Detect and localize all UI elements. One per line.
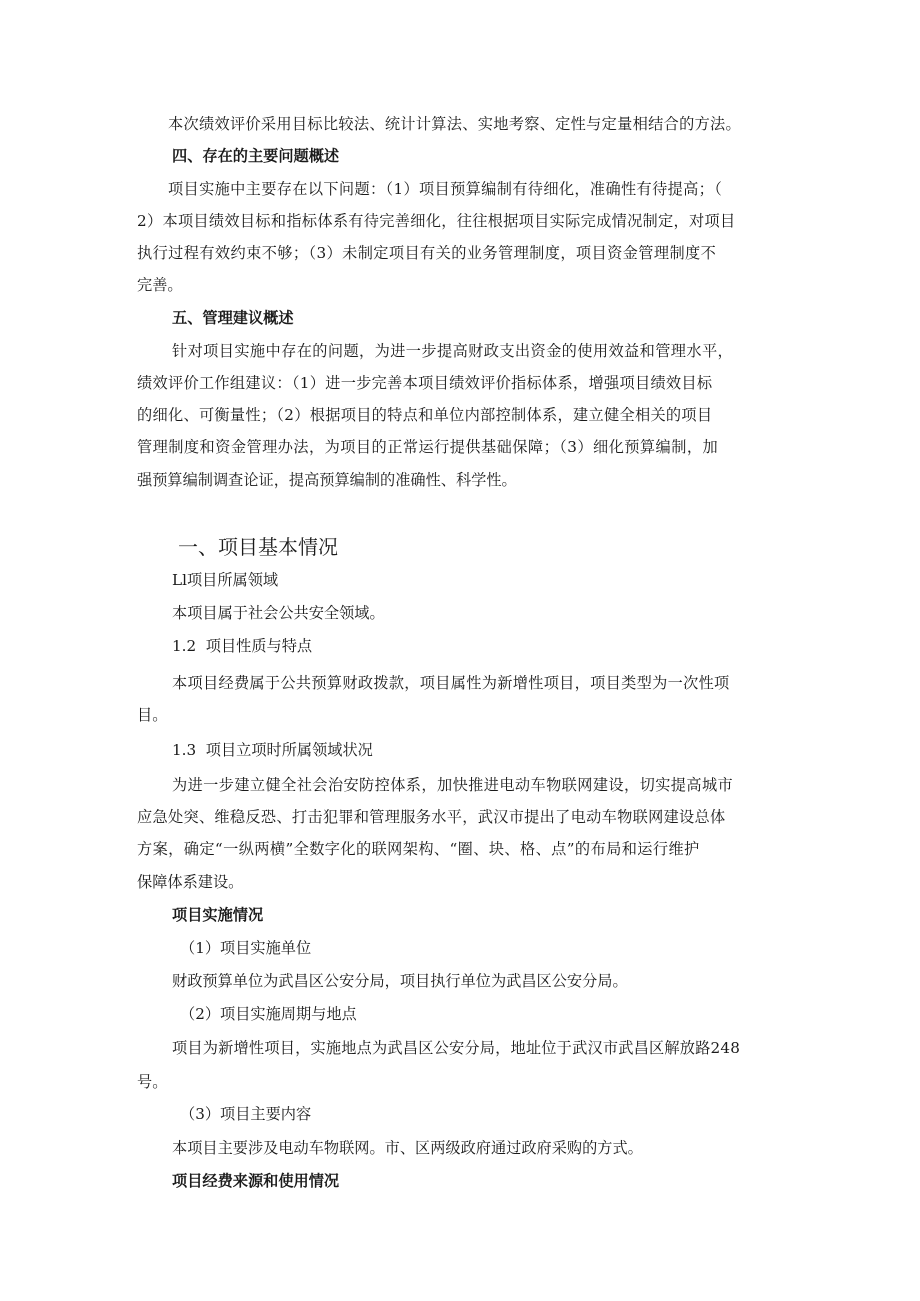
text-line-31: 本项目主要涉及电动车物联网。市、区两级政府通过政府采购的方式。	[172, 1139, 643, 1157]
subheading-1-1: Ll项目所属领域	[172, 571, 279, 589]
text-line-6: 完善。	[137, 276, 183, 294]
heading-chapter-1: 一、项目基本情况	[178, 535, 338, 559]
text-line-20: 为进一步建立健全社会治安防控体系，加快推进电动车物联网建设，切实提高城市	[172, 776, 734, 794]
text-line-28: 项目为新增性项目，实施地点为武昌区公安分局，地址位于武汉市武昌区解放路248	[172, 1039, 741, 1057]
text-line-22: 方案，确定“一纵两横”全数字化的联网架构、“圈、块、格、点”的布局和运行维护	[137, 840, 700, 858]
subheading-main-content: （3）项目主要内容	[180, 1105, 312, 1123]
heading-section-5: 五、管理建议概述	[172, 309, 294, 327]
heading-project-implementation: 项目实施情况	[172, 906, 264, 924]
text-line-21: 应急处突、维稳反恐、打击犯罪和管理服务水平，武汉市提出了电动车物联网建设总体	[137, 808, 726, 826]
heading-section-4: 四、存在的主要问题概述	[172, 147, 340, 165]
text-line-5: 执行过程有效约束不够；（3）未制定项目有关的业务管理制度，项目资金管理制度不	[137, 244, 717, 262]
text-line-9: 绩效评价工作组建议：（1）进一步完善本项目绩效评价指标体系，增强项目绩效目标	[137, 374, 713, 392]
text-line-4: 2）本项目绩效目标和指标体系有待完善细化，往往根据项目实际完成情况制定，对项目	[137, 212, 736, 230]
text-line-23: 保障体系建设。	[137, 873, 244, 891]
text-line-15: 本项目属于社会公共安全领域。	[172, 604, 385, 622]
subheading-period-location: （2）项目实施周期与地点	[180, 1005, 357, 1023]
text-line-12: 强预算编制调查论证，提高预算编制的准确性、科学性。	[137, 471, 517, 489]
subheading-1-2: 1.2 项目性质与特点	[172, 637, 313, 655]
text-line-26: 财政预算单位为武昌区公安分局，项目执行单位为武昌区公安分局。	[172, 972, 628, 990]
text-line-11: 管理制度和资金管理办法，为项目的正常运行提供基础保障；（3）细化预算编制，加	[137, 438, 719, 456]
subheading-1-3: 1.3 项目立项时所属领域状况	[172, 741, 373, 759]
text-line-1: 本次绩效评价采用目标比较法、统计计算法、实地考察、定性与定量相结合的方法。	[168, 115, 742, 133]
text-line-10: 的细化、可衡量性；（2）根据项目的特点和单位内部控制体系，建立健全相关的项目	[137, 406, 713, 424]
text-line-3: 项目实施中主要存在以下问题：（1）项目预算编制有待细化，准确性有待提高；（	[168, 180, 723, 198]
text-line-8: 针对项目实施中存在的问题，为进一步提高财政支出资金的使用效益和管理水平，	[172, 342, 734, 360]
heading-funding-source: 项目经费来源和使用情况	[172, 1172, 340, 1190]
text-line-17: 本项目经费属于公共预算财政拨款，项目属性为新增性项目，项目类型为一次性项	[172, 674, 730, 692]
subheading-implementing-unit: （1）项目实施单位	[180, 939, 312, 957]
text-line-29: 号。	[137, 1073, 168, 1091]
text-line-18: 目。	[137, 706, 168, 724]
